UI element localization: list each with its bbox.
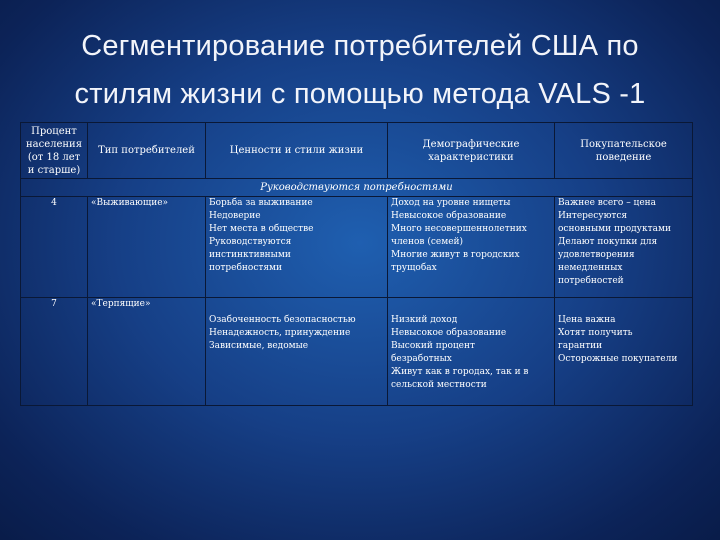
row-1-behavior-line: Делают покупки для удовлетворения немедленных потребностей: [558, 237, 658, 286]
row-2-behavior-line: Цена важна: [558, 315, 616, 325]
table-row: [21, 298, 693, 406]
row-1-values: [206, 197, 388, 298]
row-2-values-line: Ненадежность, принуждение: [209, 328, 351, 338]
row-1-values-line: Борьба за выживание: [209, 198, 313, 208]
row-2-behavior-line: Хотят получить гарантии: [558, 328, 633, 351]
row-2-demographics-line: Невысокое образование: [391, 328, 507, 338]
group-label: Руководствуются потребностями: [21, 179, 693, 197]
row-1-demographics: [388, 197, 555, 298]
row-1-behavior-line: Интересуются основными продуктами: [558, 211, 671, 234]
header-percent: Процент населения (от 18 лет и старше): [21, 123, 88, 179]
row-1-values-line: Руководствуются инстинктивными потребностями: [209, 237, 292, 273]
row-2-demographics-line: Низкий доход: [391, 315, 458, 325]
slide-title: [20, 22, 700, 118]
header-consumer-type: Тип потребителей: [88, 123, 206, 179]
row-1-behavior-line: Важнее всего – цена: [558, 198, 657, 208]
row-2-values-line: Озабоченность безопасностью: [209, 315, 356, 325]
slide-title-line-2: стилям жизни с помощью метода VALS -1: [74, 78, 646, 110]
group-row: [21, 179, 693, 197]
table-header-row: [21, 123, 693, 179]
row-2-type: «Терпящие»: [88, 298, 206, 406]
header-values-lifestyles: Ценности и стили жизни: [206, 123, 388, 179]
vals-segments-table: [20, 122, 693, 406]
row-1-demographics-line: Невысокое образование: [391, 211, 507, 221]
row-1-percent: 4: [21, 197, 88, 298]
row-1-type: «Выживающие»: [88, 197, 206, 298]
row-2-values-line: Зависимые, ведомые: [209, 341, 309, 351]
row-2-demographics: [388, 298, 555, 406]
row-2-values: [206, 298, 388, 406]
row-2-demographics-line: Высокий процент безработных: [391, 341, 475, 364]
row-2-demographics-line: Живут как в городах, так и в сельской местности: [391, 367, 529, 390]
row-1-values-line: Нет места в обществе: [209, 224, 314, 234]
slide-title-line-1: Сегментирование потребителей США по: [81, 30, 639, 62]
row-2-behavior: [555, 298, 693, 406]
row-1-demographics-line: Много несовершеннолетних членов (семей): [391, 224, 527, 247]
row-1-values-line: Недоверие: [209, 211, 261, 221]
table-row: [21, 197, 693, 298]
header-demographics: Демографические характеристики: [388, 123, 555, 179]
header-buying-behavior: Покупательское поведение: [555, 123, 693, 179]
row-2-percent: 7: [21, 298, 88, 406]
row-1-behavior: [555, 197, 693, 298]
row-2-behavior-line: Осторожные покупатели: [558, 354, 678, 364]
row-1-demographics-line: Многие живут в городских трущобах: [391, 250, 520, 273]
row-1-demographics-line: Доход на уровне нищеты: [391, 198, 511, 208]
